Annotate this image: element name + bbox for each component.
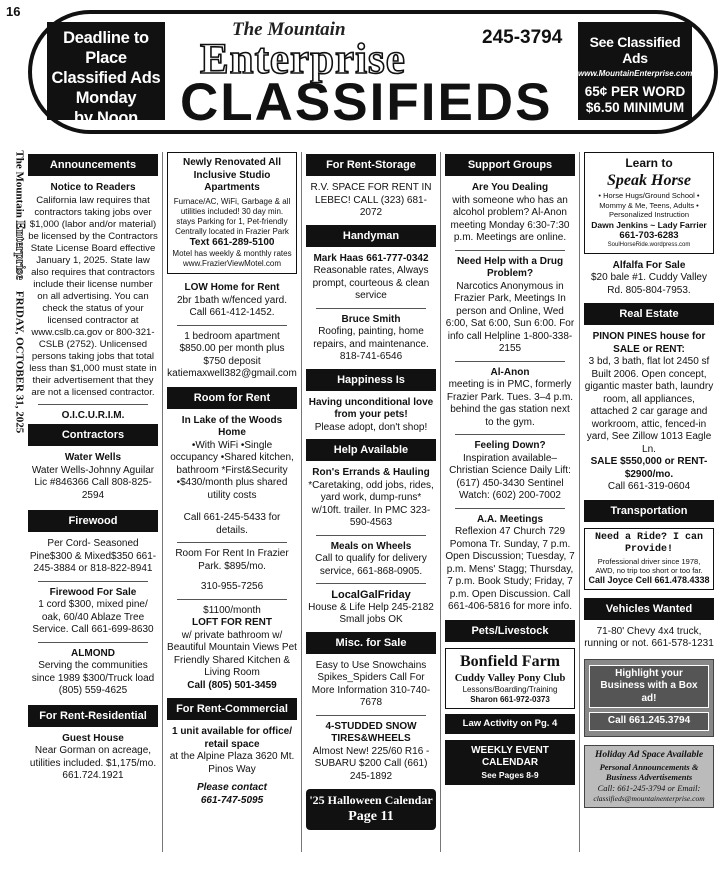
column-rule bbox=[301, 152, 302, 852]
ad-subtitle: Cuddy Valley Pony Club bbox=[454, 672, 566, 684]
ad-body: Reasonable rates, Always prompt, courteous & clean service bbox=[312, 265, 430, 301]
site-url[interactable]: www.MountainEnterprise.com bbox=[578, 69, 693, 78]
ad-title: LOFT FOR RENT bbox=[192, 617, 272, 628]
column-1 bbox=[28, 152, 158, 783]
ad-title: In Lake of the Woods Home bbox=[181, 414, 283, 438]
column-5 bbox=[584, 152, 714, 808]
halloween-calendar-box bbox=[306, 789, 436, 830]
divider bbox=[455, 361, 565, 362]
deadline-box bbox=[47, 22, 165, 127]
ad-body: 3 bd, 3 bath, flat lot 2450 sf Built 2006. Open concept, gigantic master bath, laundry room, all appliances, attached 2 car garage and workroom, attic, fenced-in yard, See Zillow 1013 Eagle Ln. bbox=[584, 356, 714, 455]
masthead-the-mountain: The Mountain bbox=[232, 19, 346, 40]
ride-ad bbox=[584, 528, 714, 590]
ad-phone: Call (805) 501-3459 bbox=[187, 679, 277, 691]
ad-body: 2br 1bath w/fenced yard. Call 661-412-1452. bbox=[176, 294, 288, 318]
ad-title: Al-Anon bbox=[490, 366, 530, 378]
ad-body: House & Life Help 245-2182 Small jobs OK bbox=[308, 601, 434, 625]
ad-body: • Horse Hugs/Ground School • Mommy & Me, Teens, Adults • Personalized Instruction bbox=[598, 191, 700, 219]
divider bbox=[455, 434, 565, 435]
studio-ad-box bbox=[167, 152, 297, 274]
promo-line: CALENDAR bbox=[481, 757, 539, 768]
ad-body: Narcotics Anonymous in Frazier Park, Meetings In person and Online, Wed 6:00, Sat 6:00, Sun 6:00. For info call Helpline 1-800-338-2155 bbox=[445, 280, 575, 354]
divider bbox=[316, 715, 426, 716]
ad-body: Near Gorman on acreage, utilities included. $1,175/mo. 661.724.1921 bbox=[29, 745, 157, 781]
divider bbox=[38, 404, 148, 405]
ad-body: *Caretaking, odd jobs, rides, yard work, dump-runs* w/10ft. trailer. In PMC 323-590-4563 bbox=[308, 479, 434, 528]
ad-phone: 661-703-6283 bbox=[619, 230, 679, 242]
ad-body: at the Alpine Plaza 3620 Mt. Pinos Way bbox=[169, 751, 295, 775]
promo-line: WEEKLY EVENT bbox=[471, 744, 549, 756]
ad-phone: 310-955-7256 bbox=[200, 581, 264, 592]
ad-body: Roofing, painting, home repairs, and maintenance. 818-741-6546 bbox=[313, 326, 429, 362]
ad-body: Lessons/Boarding/Training bbox=[462, 684, 558, 694]
section-header: Announcements bbox=[28, 154, 158, 176]
masthead-phone: 245-3794 bbox=[482, 27, 563, 48]
divider bbox=[38, 642, 148, 643]
ad-body: w/ private bathroom w/ Beautiful Mountain Views Pet Friendly Shared Kitchen & Living Room bbox=[167, 629, 297, 678]
ad-body: Easy to Use Snowchains Spikes_Spiders Call For More Information 310-740-7678 bbox=[311, 659, 431, 708]
divider bbox=[177, 599, 287, 600]
column-2 bbox=[167, 152, 297, 807]
law-activity-banner: Law Activity on Pg. 4 bbox=[445, 714, 575, 734]
highlight-box-ad bbox=[584, 659, 714, 737]
ad-body: Almost New! 225/60 R16 - SUBARU $200 Call (661) 245-1892 bbox=[312, 745, 430, 782]
column-rule bbox=[440, 152, 441, 852]
spine-label bbox=[10, 152, 30, 452]
section-header: For Rent-Commercial bbox=[167, 698, 297, 720]
ad-title: Mark Haas 661-777-0342 bbox=[313, 252, 429, 264]
section-header: Firewood bbox=[28, 510, 158, 532]
column-3 bbox=[306, 152, 436, 830]
ad-title: Need Help with a Drug Problem? bbox=[456, 255, 564, 279]
ad-title: Bruce Smith bbox=[341, 313, 401, 325]
see-ads-box bbox=[578, 22, 692, 120]
section-header: Room for Rent bbox=[167, 387, 297, 409]
ad-title: O.I.C.U.R.I.M. bbox=[61, 409, 125, 421]
divider bbox=[455, 508, 565, 509]
column-rule bbox=[579, 152, 580, 852]
ad-body: Motel has weekly & monthly rates www.FrazierViewMotel.com bbox=[172, 249, 292, 268]
deadline-line: Classified Ads bbox=[51, 69, 161, 87]
section-header: Handyman bbox=[306, 225, 436, 247]
divider bbox=[177, 325, 287, 326]
deadline-line: Deadline to Place bbox=[63, 29, 149, 67]
holiday-ad-space bbox=[584, 745, 714, 808]
section-header: Help Available bbox=[306, 439, 436, 461]
section-header: Support Groups bbox=[445, 154, 575, 176]
ad-title: Need a Ride? I can Provide! bbox=[594, 531, 704, 555]
ad-phone: Call 661-319-0604 bbox=[607, 481, 691, 492]
ad-title: Firewood For Sale bbox=[49, 586, 137, 598]
ad-body: California law requires that contractors taking jobs over $1,000 (labor and/or material) be licensed by the Contractors State License Board effective January 1, 2025. State law also requires that contractors include their license number on all advertising. You can check the status of your licensed contractor at www.cslb.ca.gov or 800-321-CSLB (2752). Unlicensed persons taking jobs that total less than $1,000 must state in their advertisement that they are not a licensed contractor. bbox=[28, 194, 158, 398]
ad-title: Water Wells bbox=[64, 452, 122, 463]
ad-phone: Text 661-289-5100 bbox=[189, 236, 275, 248]
promo-line: Holiday Ad Space Available bbox=[594, 749, 704, 760]
promo-email[interactable]: classifieds@mountainenterprise.com bbox=[593, 793, 705, 803]
ad-body: R.V. SPACE FOR RENT IN LEBEC! CALL (323) 681-2072 bbox=[310, 182, 432, 218]
promo-line: Page 11 bbox=[348, 809, 394, 824]
ad-price: $1100/month bbox=[203, 604, 261, 616]
ad-body: meeting is in PMC, formerly Frazier Park. Tues. 3–4 p.m. behind the gas station next to the gym. bbox=[446, 379, 574, 428]
ad-title: LocalGalFriday bbox=[331, 589, 411, 601]
ad-phone: 661-747-5095 bbox=[200, 794, 264, 806]
weekly-event-calendar-box bbox=[445, 740, 575, 786]
ad-contact: Dawn Jenkins ~ Lady Farrier bbox=[591, 219, 707, 230]
ad-title: Bonfield Farm bbox=[460, 652, 560, 670]
ad-body: Call 661-245-5433 for details. bbox=[183, 512, 281, 536]
section-header: For Rent-Storage bbox=[306, 154, 436, 176]
deadline-line: by Noon bbox=[74, 109, 138, 127]
section-header: Real Estate bbox=[584, 303, 714, 325]
divider bbox=[177, 542, 287, 543]
ad-body: Serving the communities since 1989 $300/Truck load (805) 559-4625 bbox=[31, 660, 155, 696]
ad-body: •With WiFi •Single occupancy •Shared kitchen, bathroom *First&Security •$430/month plus shared utility costs bbox=[170, 439, 294, 501]
ad-body: Professional driver since 1978, AWD, no trip too short or too far. bbox=[595, 556, 703, 575]
ad-body: Furnace/AC, WiFi, Garbage & all utilities included! 30 day min. stays Parking for 1, Pet-friendly Centrally located in Frazier Park bbox=[173, 196, 291, 236]
ad-body: with someone who has an alcohol problem? Al-Anon meeting Monday 6:30-7:30 p.m. Meetings are online. bbox=[450, 194, 570, 243]
ad-body: Per Cord- Seasoned Pine$300 & Mixed$350 661-245-3884 or 818-822-8941 bbox=[29, 538, 157, 574]
divider bbox=[38, 581, 148, 582]
ad-phone: Call Joyce Cell 661.478.4338 bbox=[588, 574, 710, 585]
ad-body: $20 bale #1. Cuddy Valley Rd. 805-804-7953. bbox=[590, 272, 707, 296]
column-4 bbox=[445, 152, 575, 785]
masthead-enterprise: Enterprise bbox=[200, 36, 406, 83]
ad-body: Inspiration available– Christian Science Daily Lift: (617) 450-3430 Sentinel Watch: (602) 200-7002 bbox=[449, 452, 571, 501]
ad-title: Notice to Readers bbox=[50, 182, 136, 193]
rate-line: 65¢ PER WORD bbox=[584, 84, 686, 99]
ad-title: 1 unit available for office/ retail space bbox=[171, 726, 293, 750]
bonfield-farm-ad bbox=[445, 648, 575, 709]
promo-line: Call: 661-245-3794 or Email: bbox=[597, 782, 701, 793]
promo-line: Highlight your Business with a Box ad! bbox=[589, 665, 709, 709]
divider bbox=[316, 583, 426, 584]
ad-title: Speak Horse bbox=[607, 172, 691, 189]
ad-body: Please adopt, don't shop! bbox=[314, 421, 428, 433]
page-number: 16 bbox=[6, 4, 21, 19]
speak-horse-ad bbox=[584, 152, 714, 254]
ad-title: ALMOND bbox=[71, 647, 115, 659]
divider bbox=[316, 535, 426, 536]
ad-title: Feeling Down? bbox=[474, 440, 546, 451]
ad-title: LOW Home for Rent bbox=[184, 282, 280, 293]
promo-line: Call 661.245.3794 bbox=[589, 712, 709, 731]
ad-title: 4-STUDDED SNOW TIRES&WHEELS bbox=[325, 720, 417, 744]
section-header: Contractors bbox=[28, 424, 158, 446]
ad-phone: Sharon 661-972-0373 bbox=[470, 694, 550, 704]
spine-paper: The Mountain bbox=[13, 150, 26, 218]
ad-body: Water Wells-Johnny Aguilar Lic #846366 Call 808-825-2594 bbox=[31, 464, 155, 501]
ad-body: 71-80' Chevy 4x4 truck, running or not. 661-578-1231 bbox=[584, 625, 714, 650]
ad-title: Meals on Wheels bbox=[330, 540, 412, 552]
ad-contact: Please contact bbox=[196, 782, 268, 793]
ad-price: SALE $550,000 or RENT- $2900/mo. bbox=[590, 456, 708, 480]
ad-title: Having unconditional love from your pets! bbox=[308, 396, 434, 420]
ad-body: Room For Rent In Frazier Park. $895/mo. bbox=[175, 548, 289, 572]
ad-title: Learn to bbox=[625, 156, 673, 170]
section-header: For Rent-Residential bbox=[28, 705, 158, 727]
promo-line: See Pages 8-9 bbox=[481, 769, 539, 780]
deadline-line: Monday bbox=[75, 89, 137, 107]
ad-title: A.A. Meetings bbox=[476, 513, 544, 525]
section-header: Happiness Is bbox=[306, 369, 436, 391]
ad-title: Are You Dealing bbox=[471, 182, 549, 193]
ad-title: Alfalfa For Sale bbox=[612, 259, 686, 271]
ad-title: Guest House bbox=[62, 732, 124, 744]
ad-title: Newly Renovated All Inclusive Studio Apartments bbox=[183, 157, 281, 193]
promo-line: Personal Announcements & Business Advertisements bbox=[599, 761, 699, 783]
section-header: Pets/Livestock bbox=[445, 620, 575, 642]
ad-title: PINON PINES house for SALE or RENT: bbox=[592, 331, 706, 355]
masthead-classifieds: CLASSIFIEDS bbox=[180, 73, 553, 132]
ad-title: Ron's Errands & Hauling bbox=[312, 467, 430, 478]
see-ads-title: See Classified Ads bbox=[589, 34, 681, 66]
promo-line: '25 Halloween Calendar bbox=[309, 793, 433, 807]
divider bbox=[455, 250, 565, 251]
spine-date: FRIDAY, OCTOBER 31, 2025 bbox=[13, 290, 26, 434]
column-rule bbox=[162, 152, 163, 852]
section-header: Misc. for Sale bbox=[306, 632, 436, 654]
spine-name: Enterprise bbox=[13, 220, 29, 280]
ad-body: 1 bedroom apartment $850.00 per month plus $750 deposit katiemaxwell382@gmail.com bbox=[167, 330, 297, 379]
section-header: Vehicles Wanted bbox=[584, 598, 714, 620]
ad-body: 1 cord $300, mixed pine/ oak, 60/40 Ablaze Tree Service. Call 661-699-8630 bbox=[32, 599, 154, 635]
rate-line: $6.50 MINIMUM bbox=[585, 100, 685, 115]
ad-body: Reflexion 47 Church 729 Pomona Tr. Sunday, 7 p.m. Open Discussion; Tuesday, 7 p.m. Mens' Stagg; Thursday, 7 p.m. Book Study; Friday, 7 p.m. Open Discussion. Call 661-406-5816 for more info. bbox=[445, 526, 575, 612]
ad-url: SoulHorseRide.wordpress.com bbox=[607, 242, 691, 248]
ad-body: Call to qualify for delivery service, 661-868-0905. bbox=[315, 553, 427, 577]
section-header: Transportation bbox=[584, 500, 714, 522]
divider bbox=[316, 308, 426, 309]
